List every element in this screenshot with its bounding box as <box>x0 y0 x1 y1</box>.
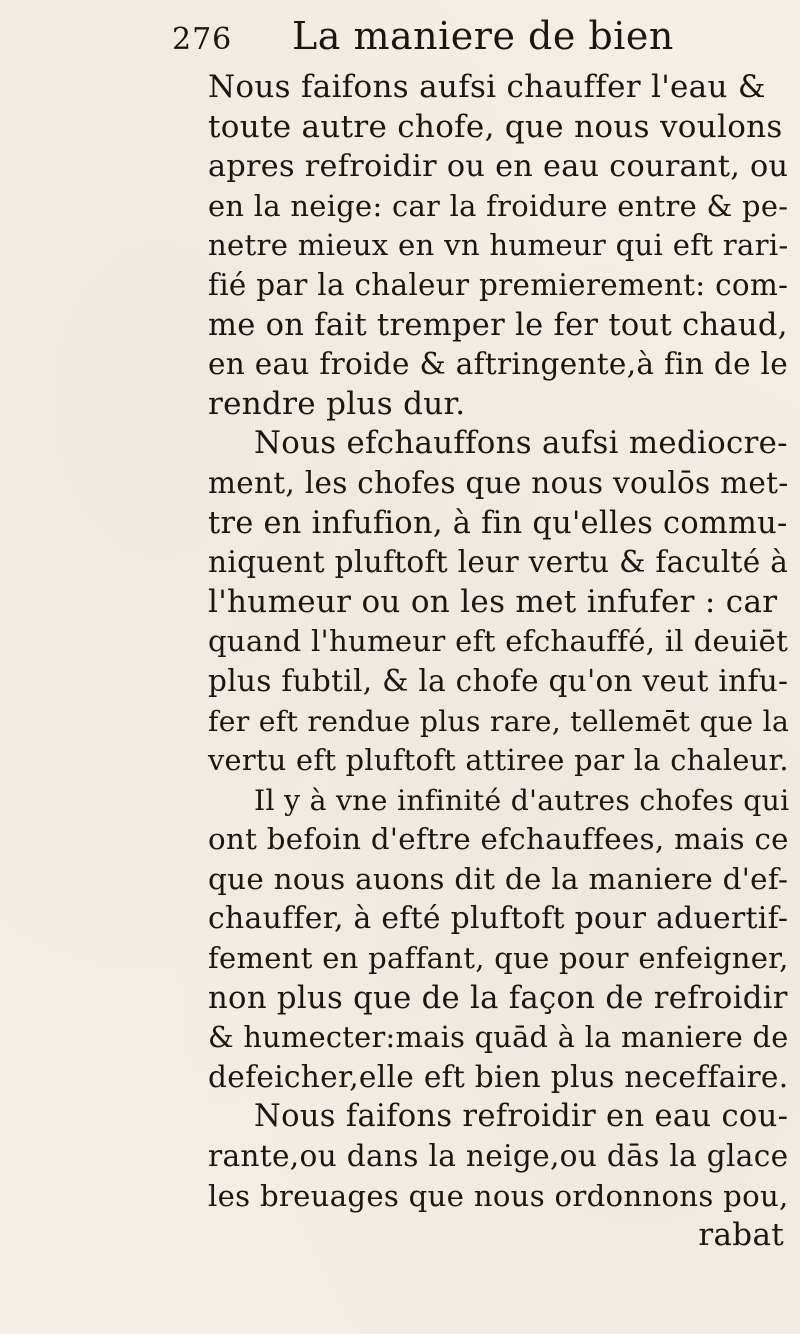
text-line: en la neige: car la froidure entre & pe- <box>208 188 789 223</box>
text-line: quand l'humeur eft efchauffé, il deuiēt <box>208 624 789 659</box>
text-line: les breuages que nous ordonnons pou, <box>208 1178 789 1213</box>
text-line: toute autre chofe, que nous voulons <box>208 108 783 145</box>
text-line: chauffer, à efté pluftoft pour aduertif- <box>208 901 789 937</box>
text-line: Nous faifons aufsi chauffer l'eau & <box>208 69 766 105</box>
text-line: fié par la chaleur premierement: com- <box>208 267 789 302</box>
text-line: fer eft rendue plus rare, tellemēt que la <box>208 704 790 738</box>
text-line: Nous faifons refroidir en eau cou- <box>254 1099 789 1135</box>
text-line: rante,ou dans la neige,ou dās la glace <box>208 1139 789 1174</box>
text-line: me on fait tremper le fer tout chaud, <box>208 307 788 343</box>
text-line: plus fubtil, & la chofe qu'on veut infu- <box>208 663 789 698</box>
text-line: ment, les chofes que nous voulōs met- <box>208 465 789 500</box>
body-text <box>208 68 788 1256</box>
text-line: & humecter:mais quād à la maniere de <box>208 1020 789 1055</box>
text-line: ont befoin d'eftre efchauffees, mais ce <box>208 822 789 857</box>
text-line: l'humeur ou on les met infufer : car <box>208 583 778 620</box>
running-head <box>172 14 732 64</box>
text-line: apres refroidir ou en eau courant, ou <box>208 149 789 185</box>
text-line: Nous efchauffons aufsi mediocre- <box>254 425 788 462</box>
text-line: niquent pluftoft leur vertu & faculté à <box>208 545 789 580</box>
text-line: rendre plus dur. <box>208 385 466 422</box>
text-line: vertu eft pluftoft attiree par la chaleur. <box>208 743 789 778</box>
text-line: que nous auons dit de la maniere d'ef- <box>208 861 789 896</box>
text-line: fement en paffant, que pour enfeigner, <box>208 941 789 976</box>
text-line: defeicher,elle eft bien plus neceffaire. <box>208 1059 789 1094</box>
text-line: tre en infufion, à fin qu'elles commu- <box>208 505 788 541</box>
text-line: Il y à vne infinité d'autres chofes qui <box>254 783 790 817</box>
text-line: non plus que de la façon de refroidir <box>208 980 788 1016</box>
text-line: netre mieux en vn humeur qui eft rari- <box>208 228 789 263</box>
catchword: rabat <box>698 1217 784 1254</box>
running-title: La maniere de bien <box>292 14 674 58</box>
page-number: 276 <box>172 22 233 57</box>
text-line: en eau froide & aftringente,à fin de le <box>208 347 789 382</box>
